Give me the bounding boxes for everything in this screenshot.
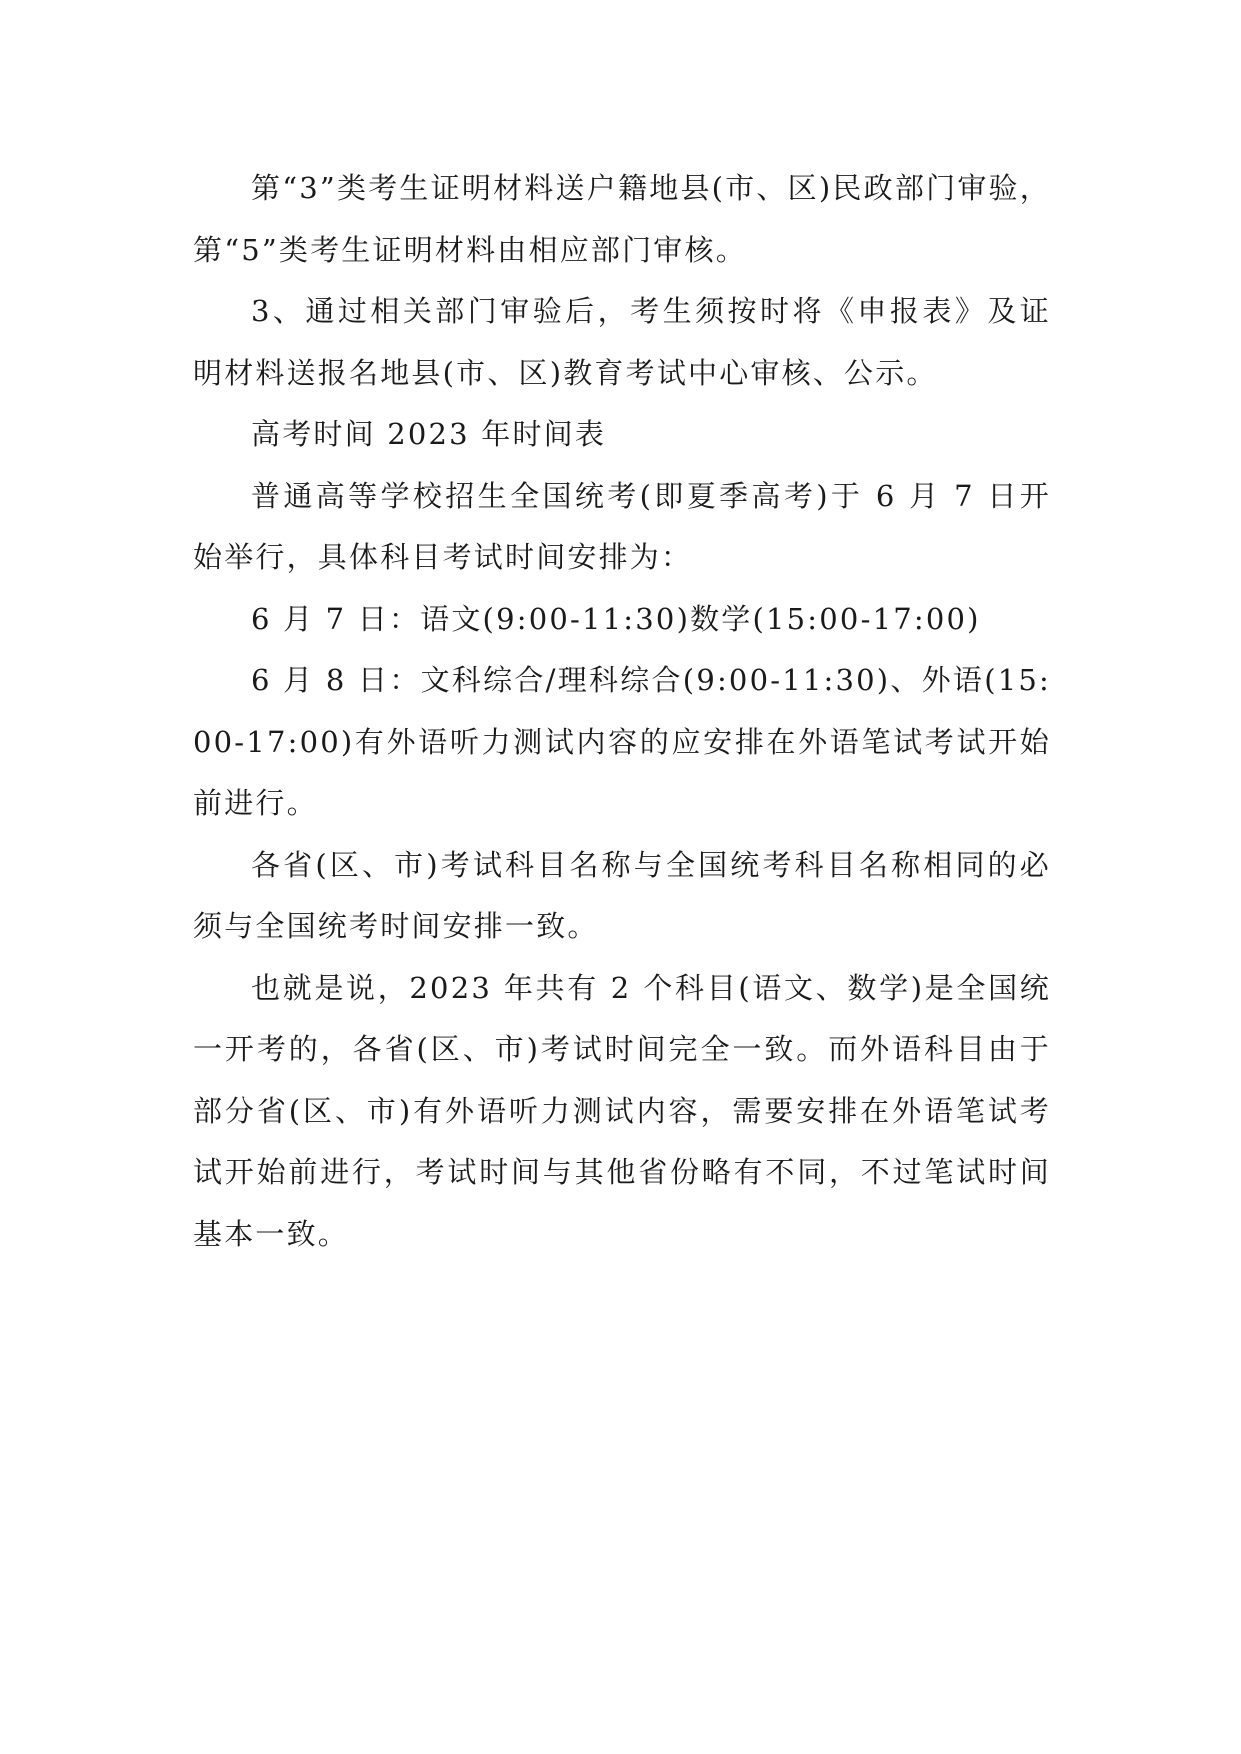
paragraph-province-rule: 各省(区、市)考试科目名称与全国统考科目名称相同的必须与全国统考时间安排一致。 [193, 847, 1051, 943]
paragraph-step-3: 3、通过相关部门审验后，考生须按时将《申报表》及证明材料送报名地县(市、区)教育考试中心审核、公示。 [193, 294, 1051, 390]
document-body [193, 158, 1051, 1265]
paragraph-exam-start: 普通高等学校招生全国统考(即夏季高考)于 6 月 7 日开始举行，具体科目考试时间安排为： [193, 478, 1051, 574]
paragraph-june-7: 6 月 7 日：语文(9:00-11:30)数学(15:00-17:00) [251, 601, 981, 636]
paragraph-material-review: 第“3”类考生证明材料送户籍地县(市、区)民政部门审验，第“5”类考生证明材料由相应部门审核。 [193, 171, 1051, 267]
paragraph-june-8: 6 月 8 日：文科综合/理科综合(9:00-11:30)、外语(15:00-17:00)有外语听力测试内容的应安排在外语笔试考试开始前进行。 [193, 663, 1051, 820]
paragraph-summary: 也就是说，2023 年共有 2 个科目(语文、数学)是全国统一开考的，各省(区、市)考试时间完全一致。而外语科目由于部分省(区、市)有外语听力测试内容，需要安排在外语笔试考试开始前进行，考试时间与其他省份略有不同，不过笔试时间基本一致。 [193, 970, 1051, 1251]
paragraph-schedule-heading: 高考时间 2023 年时间表 [251, 417, 607, 451]
